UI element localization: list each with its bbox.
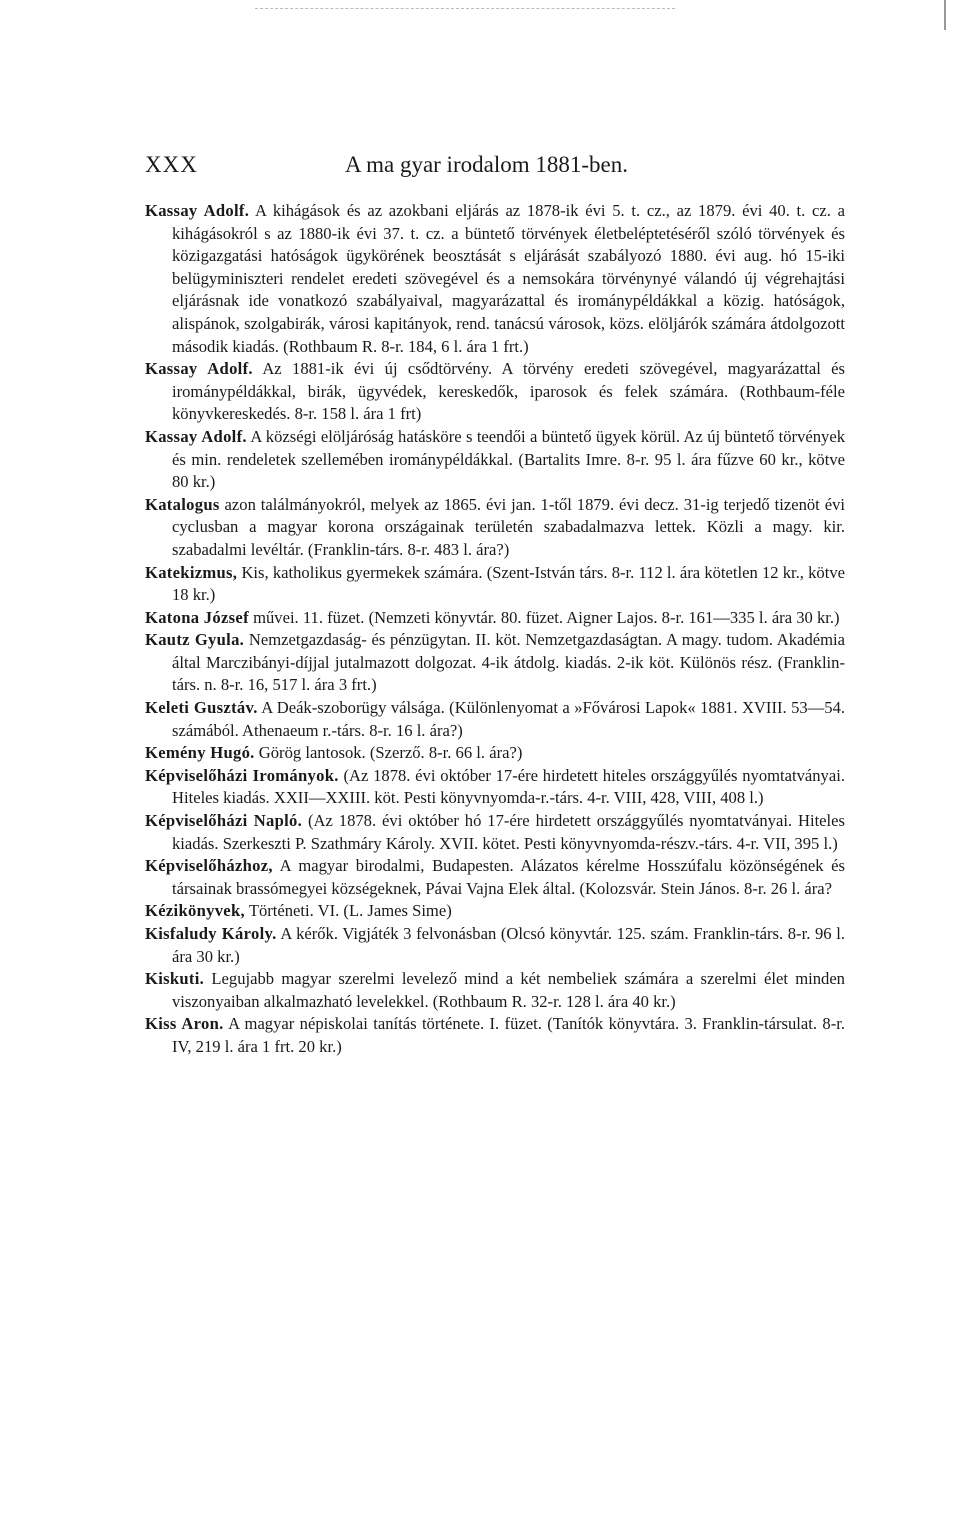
- entry-text: Legujabb magyar szerelmi levelező mind a két nembeliek számára a szerelmi élet minden viszonyaiban alkalmazható levelekkel. (Rothbaum R. 32-r. 128 l. ára 40 kr.): [172, 969, 845, 1011]
- scan-artifact-rule: [255, 8, 675, 9]
- entry-text: Történeti. VI. (L. James Sime): [248, 901, 452, 921]
- entry-text: A magyar népiskolai tanítás története. I. füzet. (Tanítók könyvtára. 3. Franklin-társulat. 8-r. IV, 219 l. ára 1 frt. 20 kr.): [172, 1014, 846, 1056]
- bibliography-entry: [145, 200, 845, 358]
- entry-text: (Az 1878. évi október hó 17-ére hirdetett országgyűlés nyomtatványai. Hiteles kiadás. Szerkeszti P. Szathmáry Károly. XVII. kötet. Pesti könyvnyomda-részv.-társ. 4-r. VII, 395 l.): [172, 811, 845, 853]
- entry-author: Katekizmus,: [145, 562, 238, 582]
- entry-author: Kiss Aron.: [145, 1014, 224, 1034]
- entry-text: Görög lantosok. (Szerző. 8-r. 66 l. ára?): [258, 743, 523, 763]
- bibliography-entry: [145, 562, 845, 607]
- scan-artifact-edge: [944, 0, 946, 30]
- entry-text: (Az 1878. évi október 17-ére hirdetett hiteles országgyűlés nyomtatványai. Hiteles kiadás. XXII—XXIII. köt. Pesti könyvnyomda-r.-társ. 4-r. VIII, 428, VIII, 408 l.): [172, 765, 845, 808]
- bibliography-entry: [145, 765, 845, 810]
- entry-author: Kiskuti.: [145, 969, 205, 989]
- running-title: A ma gyar irodalom 1881-ben.: [345, 152, 628, 177]
- entry-author: Képviselőházi Irományok.: [145, 765, 339, 785]
- bibliography-entry: [145, 968, 845, 1013]
- entry-text: A kérők. Vigjáték 3 felvonásban (Olcsó könyvtár. 125. szám. Franklin-társ. 8-r. 96 l. ára 30 kr.): [172, 924, 845, 966]
- bibliography-entry: [145, 742, 845, 765]
- entry-author: Kézikönyvek,: [145, 901, 245, 921]
- entry-text: A magyar birodalmi, Budapesten. Alázatos kérelme Hosszúfalu közönségének és társainak brassómegyei községeknek, Pávai Vajna Elek által. (Kolozsvár. Stein János. 8-r. 26 l. ára?: [172, 856, 846, 898]
- bibliography-entry: [145, 607, 845, 630]
- entry-author: Katalogus: [145, 494, 220, 514]
- page-number: XXX: [145, 152, 198, 177]
- bibliography-entry: [145, 426, 845, 494]
- entry-author: Kautz Gyula.: [145, 630, 245, 650]
- entry-author: Kassay Adolf.: [145, 426, 247, 446]
- entry-author: Képviselőházhoz,: [145, 856, 273, 876]
- bibliography-entry: [145, 1013, 845, 1058]
- entry-author: Katona József: [145, 607, 249, 627]
- bibliography-entry: [145, 855, 845, 900]
- bibliography-list: [145, 200, 845, 1059]
- entry-author: Kassay Adolf.: [145, 359, 253, 379]
- entry-author: Kisfaludy Károly.: [145, 924, 277, 943]
- bibliography-entry: [145, 923, 845, 968]
- entry-author: Képviselőházi Napló.: [145, 811, 303, 831]
- entry-text: Kis, katholikus gyermekek számára. (Szent-István társ. 8-r. 112 l. ára kötetlen 12 kr., kötve 18 kr.): [172, 562, 845, 605]
- entry-text: A Deák-szoborügy válsága. (Különlenyomat a »Fővárosi Lapok« 1881. XVIII. 53—54. számából. Athenaeum r.-társ. 8-r. 16 l. ára?): [172, 698, 846, 740]
- bibliography-entry: [145, 629, 845, 697]
- bibliography-entry: [145, 358, 845, 426]
- entry-author: Kemény Hugó.: [145, 743, 255, 763]
- bibliography-entry: [145, 494, 845, 562]
- entry-author: Kassay Adolf.: [145, 201, 250, 220]
- bibliography-entry: [145, 900, 845, 923]
- entry-text: Nemzetgazdaság- és pénzügytan. II. köt. Nemzetgazdaságtan. A magy. tudom. Akadémia által Marczibányi-díjjal jutalmazott dolgozat. 4-ik átdolg. kiadás. 2-ik köt. Különös rész. (Franklin-társ. n. 8-r. 16, 517 l. ára 3 frt.): [172, 630, 845, 695]
- entry-text: A községi elöljáróság hatásköre s teendői a büntető ügyek körül. Az új büntető törvények és min. rendeletek szellemében irománypéldákkal. (Bartalits Imre. 8-r. 95 l. ára fűzve 60 kr., kötve 80 kr.): [172, 426, 846, 492]
- bibliography-entry: [145, 810, 845, 855]
- bibliography-entry: [145, 697, 845, 742]
- entry-text: Az 1881-ik évi új csődtörvény. A törvény eredeti szövegével, magyarázattal és irománypéldákkal, birák, ügyvédek, kereskedők, iparosok és felek számára. (Rothbaum-féle könyvkereskedés. 8-r. 158 l. ára 1 frt): [172, 359, 845, 424]
- entry-text: művei. 11. füzet. (Nemzeti könyvtár. 80. füzet. Aigner Lajos. 8-r. 161—335 l. ára 30 kr.): [253, 607, 840, 627]
- entry-author: Keleti Gusztáv.: [145, 698, 258, 718]
- entry-text: A kihágások és az azokbani eljárás az 1878-ik évi 5. t. cz., az 1879. évi 40. t. cz. a kihágásokról s az 1880-ik évi 37. t. cz. a büntető törvények életbeléptetéséről szóló törvények és közigazgatási hatóságok ügykörének beosztását s eljárását szabályozó 1880. évi aug. hó 15-iki belügyminiszteri rendelet eredeti szövegével és a nemsokára törvénynyé válandó új végrehajtási eljárásnak ide vonatkozó szabályaival, magyarázattal és irománypéldákkal a közig. hatóságok, alispánok, szolgabirák, városi kapitányok, rend. tanácsú városok, közs. elöljárók számára átdolgozott második kiadás. (Rothbaum R. 8-r. 184, 6 l. ára 1 frt.): [172, 201, 846, 356]
- entry-text: azon találmányokról, melyek az 1865. évi jan. 1-től 1879. évi decz. 31-ig terjedő tizenöt évi cyclusban a magyar korona országainak területén szabadalmazva lettek. Közli a magy. kir. szabadalmi levéltár. (Franklin-társ. 8-r. 483 l. ára?): [172, 494, 845, 559]
